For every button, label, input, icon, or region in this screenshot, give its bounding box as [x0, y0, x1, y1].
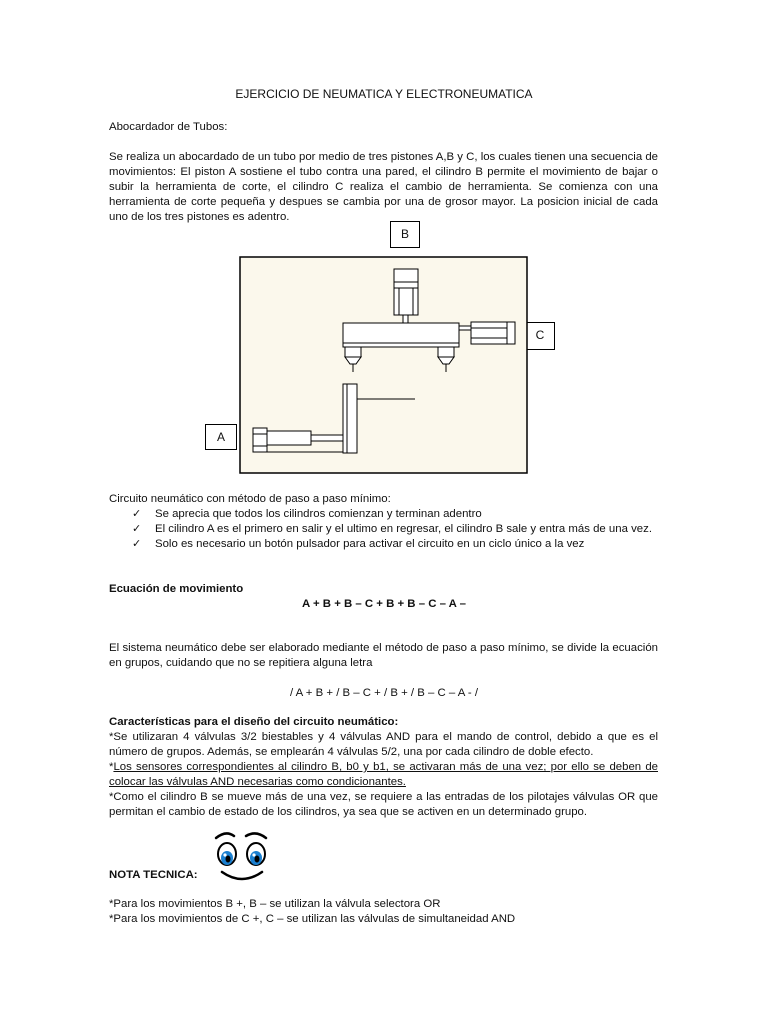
cylinder-a-label-text: A [216, 430, 225, 444]
cylinder-c-label [525, 322, 555, 350]
list-item [132, 522, 658, 537]
characteristics-item-1: *Se utilizaran 4 válvulas 3/2 biestables y 4 válvulas AND para el mando de control, debido a que es el número de grupos. Además, se emplearán 4 válvulas 5/2, una por cada cilindro de doble efecto. [109, 731, 658, 758]
characteristics-item-3: *Como el cilindro B se mueve más de una vez, se requiere a las entradas de los pilotajes válvulas OR que permitan el cambio de estado de los cilindros, ya sea que se activen en un determinado grupo. [109, 791, 658, 818]
cylinder-a-label [205, 424, 237, 450]
cylinder-b [394, 269, 418, 323]
document-title: EJERCICIO DE NEUMATICA Y ELECTRONEUMATICA [235, 87, 533, 101]
characteristics-item-2-text: Los sensores correspondientes al cilindro B, b0 y b1, se activaran más de una vez; por ello se deben de colocar las válvulas AND necesarias como condicionantes. [109, 761, 658, 788]
smiley-face-icon [212, 828, 276, 884]
cylinder-b-label-text: B [400, 227, 409, 241]
check-item-text: Se aprecia que todos los cilindros comienzan y terminan adentro [155, 508, 482, 520]
subtitle: Abocardador de Tubos: [109, 121, 228, 133]
list-item [132, 507, 658, 522]
nota-heading: NOTA TECNICA: [109, 869, 198, 881]
asterisk: * [109, 761, 114, 773]
check-item-text: El cilindro A es el primero en salir y el ultimo en regresar, el cilindro B sale y entra más de una vez. [155, 523, 652, 535]
checkmark-icon: ✓ [132, 538, 142, 550]
characteristics-item-2 [109, 760, 658, 790]
nota-item-2: *Para los movimientos de C +, C – se utilizan las válvulas de simultaneidad AND [109, 913, 516, 925]
check-list [132, 507, 658, 552]
circuit-heading: Circuito neumático con método de paso a paso mínimo: [109, 493, 391, 505]
check-item-text: Solo es necesario un botón pulsador para activar el circuito en un ciclo único a la vez [155, 538, 585, 550]
tube-flaring-machine-diagram [239, 256, 529, 476]
intro-paragraph: Se realiza un abocardado de un tubo por medio de tres pistones A,B y C, los cuales tienen una secuencia de movimientos: El piston A sostiene el tubo contra una pared, el cilindro B permite el movimiento de bajar o subir la herramienta de corte, el cilindro C realiza el cambio de herramienta. Se comienza con una herramienta de corte pequeña y despues se cambia por una de grosor mayor. La posicion inicial de cada uno de los tres pistones es adentro. [109, 151, 659, 223]
cylinder-b-label [390, 221, 420, 248]
characteristics-heading: Características para el diseño del circuito neumático: [109, 716, 399, 728]
checkmark-icon: ✓ [132, 508, 142, 520]
cylinder-c-label-text: C [535, 328, 545, 342]
checkmark-icon: ✓ [132, 523, 142, 535]
list-item [132, 537, 658, 552]
movement-equation: A + B + B – C + B + B – C – A – [302, 598, 466, 610]
grouped-equation: / A + B + / B – C + / B + / B – C – A - / [289, 687, 479, 699]
nota-item-1: *Para los movimientos B +, B – se utilizan la válvula selectora OR [109, 898, 441, 910]
system-paragraph: El sistema neumático debe ser elaborado mediante el método de paso a paso mínimo, se divide la ecuación en grupos, cuidando que no se repitiera alguna letra [109, 642, 658, 669]
equation-heading: Ecuación de movimiento [109, 583, 244, 595]
